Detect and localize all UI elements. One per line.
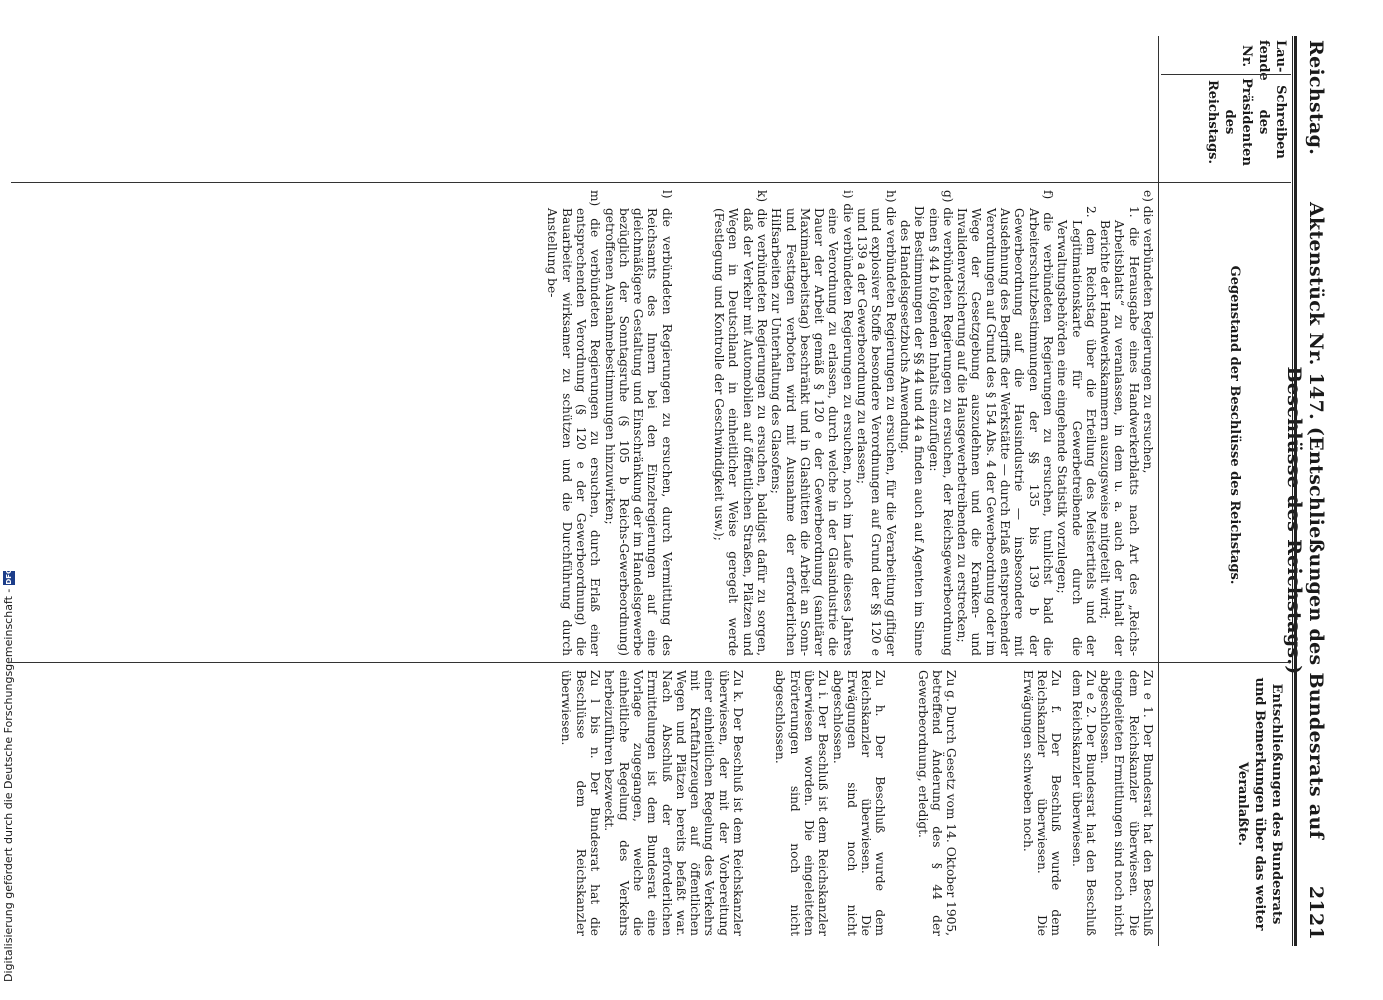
header-left: Reichstag. (1305, 40, 1327, 156)
col-header-nr: Lau-fende Nr. (1239, 40, 1288, 81)
col-header-gegenstand: Gegenstand der Beschlüsse des Reichstags. (1227, 265, 1242, 585)
column-divider (1161, 74, 1291, 75)
page-header (1283, 40, 1327, 940)
header-rule-thin (1292, 36, 1293, 946)
item-f: f) die verbündeten Regierungen zu ersuchen, tunlichst bald die Arbeiterschutzbestimmungen der §§ 135 bis 139 b der Gewerbeordnung auf die Hausindustrie — insbesondere mit Ausdehnung des Begriffs der Werkstätte — durch Erlaß entsprechender Verordnungen auf Grund des § 154 Abs. 4 der Gewerbeordnung oder im Wege der Gesetzgebung auszudehnen und die Kranken- und Invalidenversicherung auf die Hausgewerbetreibenden zu erstrecken; (955, 190, 1055, 656)
item-g: g) die verbündeten Regierungen zu ersuchen, der Reichsgewerbeordnung einen § 44 b folgenden Inhalts einzufügen: (926, 190, 955, 656)
document-page (11, 0, 1341, 1000)
note-i: Zu i. Der Beschluß ist dem Reichskanzler überwiesen worden. Die eingeleiteten Erörterungen sind noch nicht abgeschlossen. (773, 670, 831, 936)
item-h: h) die verbündeten Regierungen zu ersuchen, für die Verarbeitung giftiger und explosiver Stoffe besondere Verordnungen auf Grund der §§ 120 e und 139 a der Gewerbeordnung zu erlassen; (855, 190, 898, 656)
column-divider (11, 182, 1291, 183)
item-e1: 1. die Herausgabe eines Handwerkerblatts nach Art des „Reichs-Arbeitsblatts“ zu veranlassen, in dem u. a. auch der Inhalt der Berichte der Handwerkskammern auszugsweise mitgeteilt wird; (1098, 206, 1141, 656)
page-number: 2121 (1305, 885, 1327, 940)
item-g-quote: Die Bestimmungen der §§ 44 und 44 a finden auch auf Agenten im Sinne des Handelsgesetzbuchs Anwendung. (897, 206, 927, 656)
gegenstand-column (545, 190, 1155, 656)
entschliessungen-column (559, 670, 1155, 936)
note-e2: Zu e 2. Der Bundesrat hat den Beschluß dem Reichskanzler überwiesen. (1069, 670, 1098, 936)
dfg-logo-icon: DFG (4, 568, 13, 585)
note-l-n: Zu l bis n. Der Bundesrat hat die Beschlüsse dem Reichskanzler überwiesen. (559, 670, 603, 936)
item-l: l) die verbündeten Regierungen zu ersuchen, durch Vermittlung des Reichsamts des Innern bei den Einzelregierungen auf eine gleichmäßigere Gestaltung und Einschränkung der im Handelsgewerbe bezüglich der Sonntagsruhe (§ 105 b Reichs-Gewerbeordnung) getroffenen Ausnahmebestimmungen hinzuwirken; (602, 190, 674, 656)
note-k: Zu k. Der Beschluß ist dem Reichskanzler überwiesen, der mit der Vorbereitung einer einheitlichen Regelung des Verkehrs mit Kraftfahrzeugen auf öffentlichen Wegen und Plätzen bereits befaßt war. Nach Abschluß der erforderlichen Ermittelungen ist dem Bundesrat eine Vorlage zugegangen, welche die einheitliche Regelung des Verkehrs herbeizuführen bezweckt. (602, 670, 746, 936)
digitization-note (2, 568, 15, 982)
col-header-entschliessungen: Entschließungen des Bundesrats und Bemerkungen über das weiter Veranlaßte. (1235, 677, 1284, 931)
header-divider (1158, 36, 1159, 946)
note-f: Zu f. Der Beschluß wurde dem Reichskanzler überwiesen. Die Erwägungen schweben noch. (1020, 670, 1064, 936)
item-e2: 2. dem Reichstag über die Erteilung des Meistertitels und der Legitimationskarte für Gewerbetreibende durch die Verwaltungsbehörden eine eingehende Statistik vorzulegen; (1055, 206, 1098, 656)
item-e: e) die verbündeten Regierungen zu ersuchen, (1141, 190, 1155, 474)
note-h: Zu h. Der Beschluß wurde dem Reichskanzler überwiesen. Die Erwägungen sind noch nicht abgeschlossen. (830, 670, 888, 936)
sidebar-note: Digitalisierung gefördert durch die Deutsche Forschungsgemeinschaft - (2, 588, 15, 982)
item-m: m) die verbündeten Regierungen zu ersuchen, durch Erlaß einer entsprechenden Verordnung (§ 120 e der Gewerbeordnung) die Bauarbeiter wirksamer zu schützen und die Durchführung durch Anstellung be- (545, 190, 603, 656)
note-e1: Zu e 1. Der Bundesrat hat den Beschluß dem Reichskanzler überwiesen. Die eingeleiteten Ermittlungen sind noch nicht abgeschlossen. (1098, 670, 1155, 936)
column-divider (11, 662, 1291, 663)
header-title: Aktenstück Nr. 147. (Entschließungen des Bundesrats auf Beschlüsse des Reichstags.) (1283, 201, 1327, 840)
note-g: Zu g. Durch Gesetz vom 14. Oktober 1905, betreffend Änderung des § 44 der Gewerbeordnung, erledigt. (915, 670, 959, 936)
header-rule (1294, 36, 1297, 946)
item-i: i) die verbündeten Regierungen zu ersuchen, noch im Laufe dieses Jahres eine Verordnung zu erlassen, durch welche in der Glasindustrie die Dauer der Arbeit gemäß § 120 e der Gewerbeordnung (sanitärer Maximalarbeitstag) beschränkt und in Glashütten die Arbeit an Sonn- und Festtagen verboten wird mit Ausnahme der erforderlichen Hilfsarbeiten zur Unterhaltung des Glasofens; (769, 190, 855, 656)
item-k: k) die verbündeten Regierungen zu ersuchen, baldigst dafür zu sorgen, daß der Verkehr mit Automobilen auf öffentlichen Straßen, Plätzen und Wegen in Deutschland in einheitlicher Weise geregelt werde (Festlegung und Kontrolle der Geschwindigkeit usw.); (712, 190, 769, 656)
col-header-schreiben: Schreiben des Präsidenten des Reichstags. (1205, 78, 1288, 166)
